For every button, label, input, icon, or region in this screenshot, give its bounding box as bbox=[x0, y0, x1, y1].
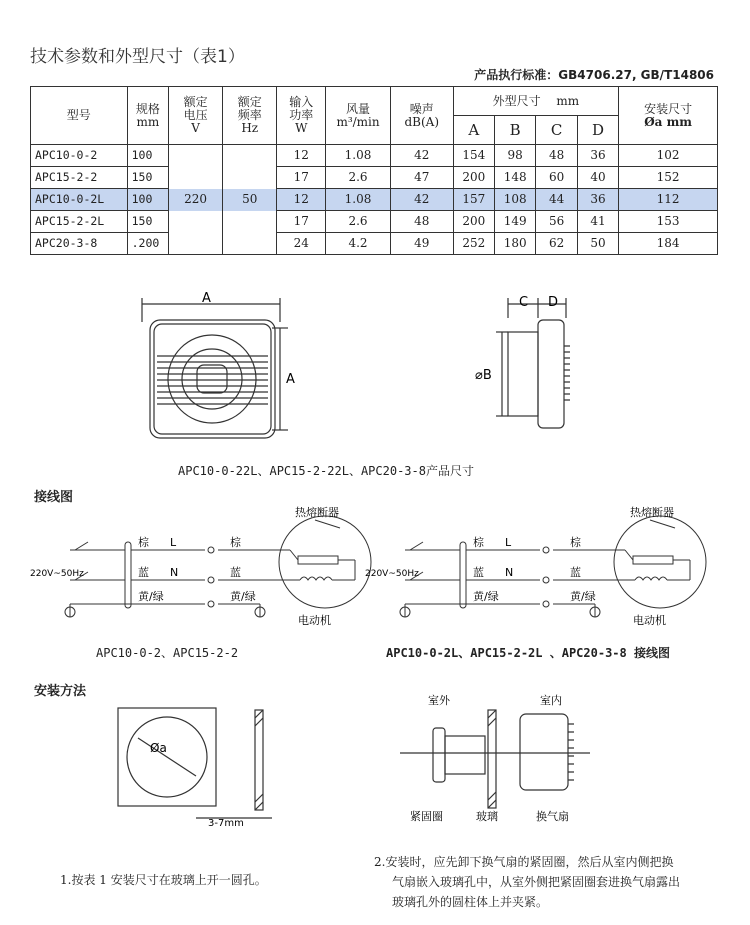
wire-blue-right: 蓝 bbox=[473, 566, 484, 579]
table-cell: APC15-2-2 bbox=[31, 167, 128, 189]
table-cell: 44 bbox=[536, 189, 577, 211]
wire-n-left: N bbox=[170, 566, 179, 579]
table-cell: 24 bbox=[277, 233, 326, 255]
table-cell: 152 bbox=[619, 167, 718, 189]
table-cell: 157 bbox=[453, 189, 494, 211]
label-b: ⌀B bbox=[475, 368, 492, 383]
wire-brown-right: 棕 bbox=[473, 536, 484, 549]
ring-label: 紧固圈 bbox=[410, 810, 443, 823]
wire-yg-right-2: 黄/绿 bbox=[570, 590, 596, 603]
table-cell: 150 bbox=[127, 167, 168, 189]
header-install: 安装尺寸 Øa mm bbox=[619, 87, 718, 145]
table-cell: 62 bbox=[536, 233, 577, 255]
frequency-cell bbox=[223, 145, 277, 255]
wiring-caption-left: APC10-0-2、APC15-2-2 bbox=[96, 646, 239, 660]
table-cell: 100 bbox=[127, 145, 168, 167]
wire-blue-left-2: 蓝 bbox=[230, 566, 241, 579]
table-cell: 200 bbox=[453, 211, 494, 233]
header-dim-d: D bbox=[577, 116, 618, 145]
table-cell: 49 bbox=[390, 233, 453, 255]
header-dimensions: 外型尺寸 mm bbox=[453, 87, 619, 116]
table-cell: 47 bbox=[390, 167, 453, 189]
fuse-label-right: 热熔断器 bbox=[630, 506, 674, 519]
wire-yg-left: 黄/绿 bbox=[138, 590, 164, 603]
table-row bbox=[31, 189, 718, 211]
table-cell: APC20-3-8 bbox=[31, 233, 128, 255]
table-cell: 56 bbox=[536, 211, 577, 233]
table-cell: 153 bbox=[619, 211, 718, 233]
install-step-2-line-3: 玻璃孔外的圆柱体上并夹紧。 bbox=[392, 895, 549, 909]
wiring-caption-right: APC10-0-2L、APC15-2-2L 、APC20-3-8 接线图 bbox=[386, 646, 670, 660]
supply-label-right: 220V~50Hz bbox=[365, 569, 419, 579]
table-cell: 200 bbox=[453, 167, 494, 189]
table-cell: 150 bbox=[127, 211, 168, 233]
table-cell: 50 bbox=[577, 233, 618, 255]
wiring-heading: 接线图 bbox=[34, 490, 74, 505]
glass-label: 玻璃 bbox=[476, 810, 498, 823]
header-voltage: 额定 电压 V bbox=[169, 87, 223, 145]
table-cell: APC15-2-2L bbox=[31, 211, 128, 233]
install-step-1: 1.按表 1 安装尺寸在玻璃上开一圆孔。 bbox=[60, 873, 267, 887]
table-cell: 12 bbox=[277, 189, 326, 211]
outdoor-label: 室外 bbox=[428, 694, 450, 707]
page-title: 技术参数和外型尺寸（表1） bbox=[30, 47, 245, 67]
install-gap-label: 3-7mm bbox=[208, 818, 244, 829]
motor-label-left: 电动机 bbox=[298, 614, 331, 627]
table-cell: 41 bbox=[577, 211, 618, 233]
table-cell: 252 bbox=[453, 233, 494, 255]
table-cell: 12 bbox=[277, 145, 326, 167]
table-row bbox=[31, 167, 718, 189]
table-cell: 1.08 bbox=[326, 145, 391, 167]
table-cell: 149 bbox=[494, 211, 535, 233]
table-cell: 102 bbox=[619, 145, 718, 167]
table-row bbox=[31, 211, 718, 233]
header-size: 规格 mm bbox=[127, 87, 168, 145]
table-cell: 36 bbox=[577, 189, 618, 211]
wire-yg-left-2: 黄/绿 bbox=[230, 590, 256, 603]
table-cell: 17 bbox=[277, 211, 326, 233]
table-cell: 48 bbox=[536, 145, 577, 167]
supply-label-left: 220V~50Hz bbox=[30, 569, 84, 579]
table-cell: .200 bbox=[127, 233, 168, 255]
header-model: 型号 bbox=[31, 87, 128, 145]
table-cell: 1.08 bbox=[326, 189, 391, 211]
table-cell: 98 bbox=[494, 145, 535, 167]
table-cell: 42 bbox=[390, 189, 453, 211]
table-cell: 36 bbox=[577, 145, 618, 167]
header-noise: 噪声 dB(A) bbox=[390, 87, 453, 145]
install-dia-label: Øa bbox=[150, 741, 167, 755]
wire-l-left: L bbox=[170, 536, 177, 549]
table-cell: APC10-0-2L bbox=[31, 189, 128, 211]
header-power: 输入 功率 W bbox=[277, 87, 326, 145]
voltage-cell bbox=[169, 145, 223, 255]
voltage-value: 220 bbox=[184, 192, 208, 206]
frequency-value: 50 bbox=[242, 192, 258, 206]
header-dim-b: B bbox=[494, 116, 535, 145]
motor-label-right: 电动机 bbox=[633, 614, 666, 627]
table-cell: 180 bbox=[494, 233, 535, 255]
install-step-2 bbox=[374, 852, 680, 912]
wire-brown-left-2: 棕 bbox=[230, 536, 241, 549]
label-c: C bbox=[519, 295, 529, 310]
table-cell: 2.6 bbox=[326, 211, 391, 233]
table-cell: 184 bbox=[619, 233, 718, 255]
table-cell: 48 bbox=[390, 211, 453, 233]
table-cell: 108 bbox=[494, 189, 535, 211]
label-d: D bbox=[548, 295, 559, 310]
wire-brown-left: 棕 bbox=[138, 536, 149, 549]
fuse-label-left: 热熔断器 bbox=[295, 506, 339, 519]
table-cell: 42 bbox=[390, 145, 453, 167]
wire-n-right: N bbox=[505, 566, 514, 579]
install-heading: 安装方法 bbox=[34, 684, 87, 699]
table-cell: 100 bbox=[127, 189, 168, 211]
table-cell: APC10-0-2 bbox=[31, 145, 128, 167]
fan-label: 换气扇 bbox=[536, 810, 569, 823]
table-cell: 148 bbox=[494, 167, 535, 189]
standard-note: 产品执行标准：GB4706.27, GB/T14806 bbox=[474, 68, 714, 82]
dimension-figure bbox=[130, 292, 600, 452]
table-cell: 60 bbox=[536, 167, 577, 189]
table-row bbox=[31, 145, 718, 167]
spec-table bbox=[30, 86, 718, 255]
install-step-2-line-2: 气扇嵌入玻璃孔中，从室外侧把紧固圈套进换气扇露出 bbox=[392, 875, 681, 889]
install-step-2-line-1: 2.安装时，应先卸下换气扇的紧固圈，然后从室内侧把换 bbox=[374, 855, 674, 869]
indoor-label: 室内 bbox=[540, 694, 562, 707]
wire-brown-right-2: 棕 bbox=[570, 536, 581, 549]
install-figure bbox=[100, 690, 620, 830]
table-cell: 17 bbox=[277, 167, 326, 189]
wiring-diagrams bbox=[30, 500, 720, 640]
table-cell: 4.2 bbox=[326, 233, 391, 255]
label-a-side: A bbox=[286, 372, 295, 387]
header-dim-c: C bbox=[536, 116, 577, 145]
header-airflow: 风量 m³/min bbox=[326, 87, 391, 145]
table-cell: 112 bbox=[619, 189, 718, 211]
table-cell: 154 bbox=[453, 145, 494, 167]
header-dim-a: A bbox=[453, 116, 494, 145]
wire-blue-left: 蓝 bbox=[138, 566, 149, 579]
table-row bbox=[31, 233, 718, 255]
label-a-top: A bbox=[202, 292, 211, 306]
wire-blue-right-2: 蓝 bbox=[570, 566, 581, 579]
wire-l-right: L bbox=[505, 536, 512, 549]
wire-yg-right: 黄/绿 bbox=[473, 590, 499, 603]
table-cell: 2.6 bbox=[326, 167, 391, 189]
table-cell: 40 bbox=[577, 167, 618, 189]
dimension-caption: APC10-0-22L、APC15-2-22L、APC20-3-8产品尺寸 bbox=[178, 464, 474, 478]
header-frequency: 额定 频率 Hz bbox=[223, 87, 277, 145]
